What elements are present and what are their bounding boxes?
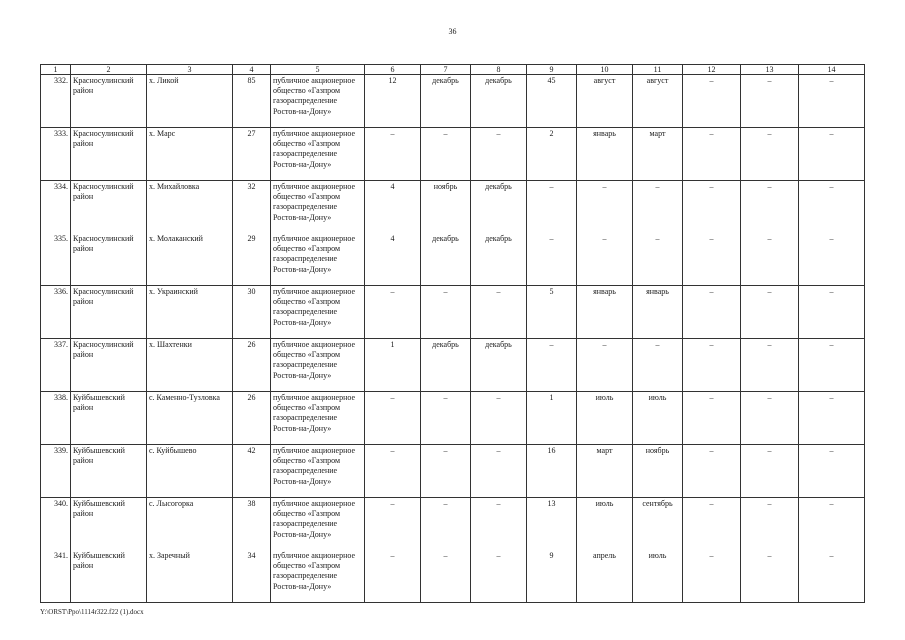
- row-number-cell: 337.: [41, 339, 71, 392]
- table-row: [41, 550, 865, 603]
- column-6-cell: 1: [365, 339, 421, 392]
- column-6-cell: 12: [365, 75, 421, 128]
- column-4-cell: 34: [233, 550, 271, 603]
- table-row: [41, 392, 865, 445]
- district-cell: Красносулинский район: [71, 286, 147, 339]
- column-13-cell: –: [741, 181, 799, 234]
- table-row: [41, 498, 865, 551]
- column-8-cell: –: [471, 392, 527, 445]
- column-12-cell: –: [683, 181, 741, 234]
- organization-cell: публичное акционерное общество «Газпром газораспределение Ростов-на-Дону»: [271, 75, 365, 128]
- column-14-cell: –: [799, 233, 865, 286]
- column-4-cell: 26: [233, 339, 271, 392]
- row-number-cell: 341.: [41, 550, 71, 603]
- column-13-cell: –: [741, 128, 799, 181]
- column-11-cell: сентябрь: [633, 498, 683, 551]
- column-4-cell: 32: [233, 181, 271, 234]
- column-4-cell: 85: [233, 75, 271, 128]
- settlement-cell: х. Шахтенки: [147, 339, 233, 392]
- column-6-cell: –: [365, 445, 421, 498]
- column-8-cell: –: [471, 286, 527, 339]
- column-14-cell: –: [799, 286, 865, 339]
- column-14-cell: –: [799, 181, 865, 234]
- organization-cell: публичное акционерное общество «Газпром газораспределение Ростов-на-Дону»: [271, 181, 365, 234]
- column-11-cell: июль: [633, 550, 683, 603]
- district-cell: Куйбышевский район: [71, 550, 147, 603]
- column-10-cell: август: [577, 75, 633, 128]
- column-11-cell: август: [633, 75, 683, 128]
- column-12-cell: –: [683, 498, 741, 551]
- table-row: [41, 128, 865, 181]
- row-number-cell: 335.: [41, 233, 71, 286]
- column-7-cell: –: [421, 392, 471, 445]
- column-12-cell: –: [683, 392, 741, 445]
- column-9-cell: 13: [527, 498, 577, 551]
- organization-cell: публичное акционерное общество «Газпром газораспределение Ростов-на-Дону»: [271, 128, 365, 181]
- column-8-cell: –: [471, 445, 527, 498]
- column-4-cell: 30: [233, 286, 271, 339]
- organization-cell: публичное акционерное общество «Газпром газораспределение Ростов-на-Дону»: [271, 550, 365, 603]
- column-number-row: [41, 65, 865, 75]
- row-number-cell: 336.: [41, 286, 71, 339]
- settlement-cell: х. Михайловка: [147, 181, 233, 234]
- column-number: 14: [799, 65, 865, 75]
- district-cell: Красносулинский район: [71, 339, 147, 392]
- row-number-cell: 338.: [41, 392, 71, 445]
- column-12-cell: –: [683, 128, 741, 181]
- column-12-cell: –: [683, 339, 741, 392]
- column-13-cell: –: [741, 550, 799, 603]
- column-number: 4: [233, 65, 271, 75]
- column-13-cell: –: [741, 286, 799, 339]
- column-13-cell: –: [741, 392, 799, 445]
- column-11-cell: –: [633, 181, 683, 234]
- column-12-cell: –: [683, 233, 741, 286]
- column-9-cell: 16: [527, 445, 577, 498]
- column-number: 10: [577, 65, 633, 75]
- column-12-cell: –: [683, 550, 741, 603]
- column-11-cell: март: [633, 128, 683, 181]
- column-13-cell: –: [741, 339, 799, 392]
- column-11-cell: июль: [633, 392, 683, 445]
- column-number: 2: [71, 65, 147, 75]
- column-4-cell: 27: [233, 128, 271, 181]
- column-number: 7: [421, 65, 471, 75]
- column-6-cell: –: [365, 550, 421, 603]
- column-8-cell: –: [471, 128, 527, 181]
- table-row: [41, 339, 865, 392]
- column-11-cell: –: [633, 339, 683, 392]
- settlement-cell: х. Заречный: [147, 550, 233, 603]
- column-9-cell: –: [527, 181, 577, 234]
- column-14-cell: –: [799, 550, 865, 603]
- column-12-cell: –: [683, 445, 741, 498]
- column-4-cell: 38: [233, 498, 271, 551]
- column-10-cell: июль: [577, 392, 633, 445]
- column-14-cell: –: [799, 339, 865, 392]
- column-11-cell: –: [633, 233, 683, 286]
- column-8-cell: –: [471, 498, 527, 551]
- column-14-cell: –: [799, 128, 865, 181]
- column-9-cell: –: [527, 233, 577, 286]
- column-7-cell: –: [421, 128, 471, 181]
- district-cell: Красносулинский район: [71, 233, 147, 286]
- column-6-cell: –: [365, 128, 421, 181]
- column-8-cell: декабрь: [471, 233, 527, 286]
- table-row: [41, 286, 865, 339]
- row-number-cell: 340.: [41, 498, 71, 551]
- settlement-cell: х. Ликой: [147, 75, 233, 128]
- column-number: 9: [527, 65, 577, 75]
- column-6-cell: –: [365, 498, 421, 551]
- column-10-cell: март: [577, 445, 633, 498]
- column-10-cell: январь: [577, 128, 633, 181]
- district-cell: Красносулинский район: [71, 75, 147, 128]
- column-7-cell: –: [421, 286, 471, 339]
- table-row: [41, 233, 865, 286]
- row-number-cell: 332.: [41, 75, 71, 128]
- row-number-cell: 333.: [41, 128, 71, 181]
- column-9-cell: –: [527, 339, 577, 392]
- column-9-cell: 2: [527, 128, 577, 181]
- organization-cell: публичное акционерное общество «Газпром газораспределение Ростов-на-Дону»: [271, 445, 365, 498]
- settlement-cell: х. Марс: [147, 128, 233, 181]
- footer-file-path: Y:\ORST\Ppo\1114r322.f22 (1).docx: [40, 608, 144, 616]
- organization-cell: публичное акционерное общество «Газпром газораспределение Ростов-на-Дону»: [271, 498, 365, 551]
- column-12-cell: –: [683, 286, 741, 339]
- column-9-cell: 45: [527, 75, 577, 128]
- district-cell: Куйбышевский район: [71, 445, 147, 498]
- settlement-cell: с. Куйбышево: [147, 445, 233, 498]
- column-8-cell: –: [471, 550, 527, 603]
- organization-cell: публичное акционерное общество «Газпром газораспределение Ростов-на-Дону»: [271, 392, 365, 445]
- column-number: 3: [147, 65, 233, 75]
- column-14-cell: –: [799, 445, 865, 498]
- column-7-cell: декабрь: [421, 233, 471, 286]
- page-number: 36: [448, 27, 457, 36]
- column-9-cell: 9: [527, 550, 577, 603]
- column-8-cell: декабрь: [471, 75, 527, 128]
- column-7-cell: –: [421, 550, 471, 603]
- column-number: 1: [41, 65, 71, 75]
- column-number: 13: [741, 65, 799, 75]
- settlement-cell: х. Украинский: [147, 286, 233, 339]
- column-4-cell: 26: [233, 392, 271, 445]
- table-row: [41, 75, 865, 128]
- table-row: [41, 445, 865, 498]
- district-cell: Красносулинский район: [71, 181, 147, 234]
- column-9-cell: 5: [527, 286, 577, 339]
- district-cell: Красносулинский район: [71, 128, 147, 181]
- column-7-cell: –: [421, 445, 471, 498]
- table-row: [41, 181, 865, 234]
- column-10-cell: –: [577, 233, 633, 286]
- column-13-cell: –: [741, 75, 799, 128]
- column-7-cell: –: [421, 498, 471, 551]
- organization-cell: публичное акционерное общество «Газпром газораспределение Ростов-на-Дону»: [271, 286, 365, 339]
- column-13-cell: –: [741, 498, 799, 551]
- column-number: 8: [471, 65, 527, 75]
- column-14-cell: –: [799, 498, 865, 551]
- organization-cell: публичное акционерное общество «Газпром газораспределение Ростов-на-Дону»: [271, 233, 365, 286]
- column-6-cell: 4: [365, 233, 421, 286]
- column-11-cell: январь: [633, 286, 683, 339]
- row-number-cell: 339.: [41, 445, 71, 498]
- column-8-cell: декабрь: [471, 339, 527, 392]
- column-4-cell: 29: [233, 233, 271, 286]
- column-13-cell: –: [741, 233, 799, 286]
- settlement-cell: с. Лысогорка: [147, 498, 233, 551]
- table-body: [41, 75, 865, 603]
- column-11-cell: ноябрь: [633, 445, 683, 498]
- column-9-cell: 1: [527, 392, 577, 445]
- column-12-cell: –: [683, 75, 741, 128]
- column-14-cell: –: [799, 392, 865, 445]
- settlement-cell: х. Молаканский: [147, 233, 233, 286]
- column-6-cell: –: [365, 392, 421, 445]
- row-number-cell: 334.: [41, 181, 71, 234]
- organization-cell: публичное акционерное общество «Газпром газораспределение Ростов-на-Дону»: [271, 339, 365, 392]
- column-number: 5: [271, 65, 365, 75]
- column-10-cell: июль: [577, 498, 633, 551]
- column-7-cell: декабрь: [421, 75, 471, 128]
- planning-table: [40, 64, 865, 603]
- district-cell: Куйбышевский район: [71, 498, 147, 551]
- column-number: 6: [365, 65, 421, 75]
- column-6-cell: 4: [365, 181, 421, 234]
- column-7-cell: декабрь: [421, 339, 471, 392]
- column-10-cell: –: [577, 181, 633, 234]
- column-14-cell: –: [799, 75, 865, 128]
- column-number: 12: [683, 65, 741, 75]
- district-cell: Куйбышевский район: [71, 392, 147, 445]
- column-number: 11: [633, 65, 683, 75]
- column-13-cell: –: [741, 445, 799, 498]
- column-10-cell: апрель: [577, 550, 633, 603]
- column-10-cell: –: [577, 339, 633, 392]
- column-4-cell: 42: [233, 445, 271, 498]
- column-10-cell: январь: [577, 286, 633, 339]
- column-6-cell: –: [365, 286, 421, 339]
- column-7-cell: ноябрь: [421, 181, 471, 234]
- settlement-cell: с. Каменно-Тузловка: [147, 392, 233, 445]
- column-8-cell: декабрь: [471, 181, 527, 234]
